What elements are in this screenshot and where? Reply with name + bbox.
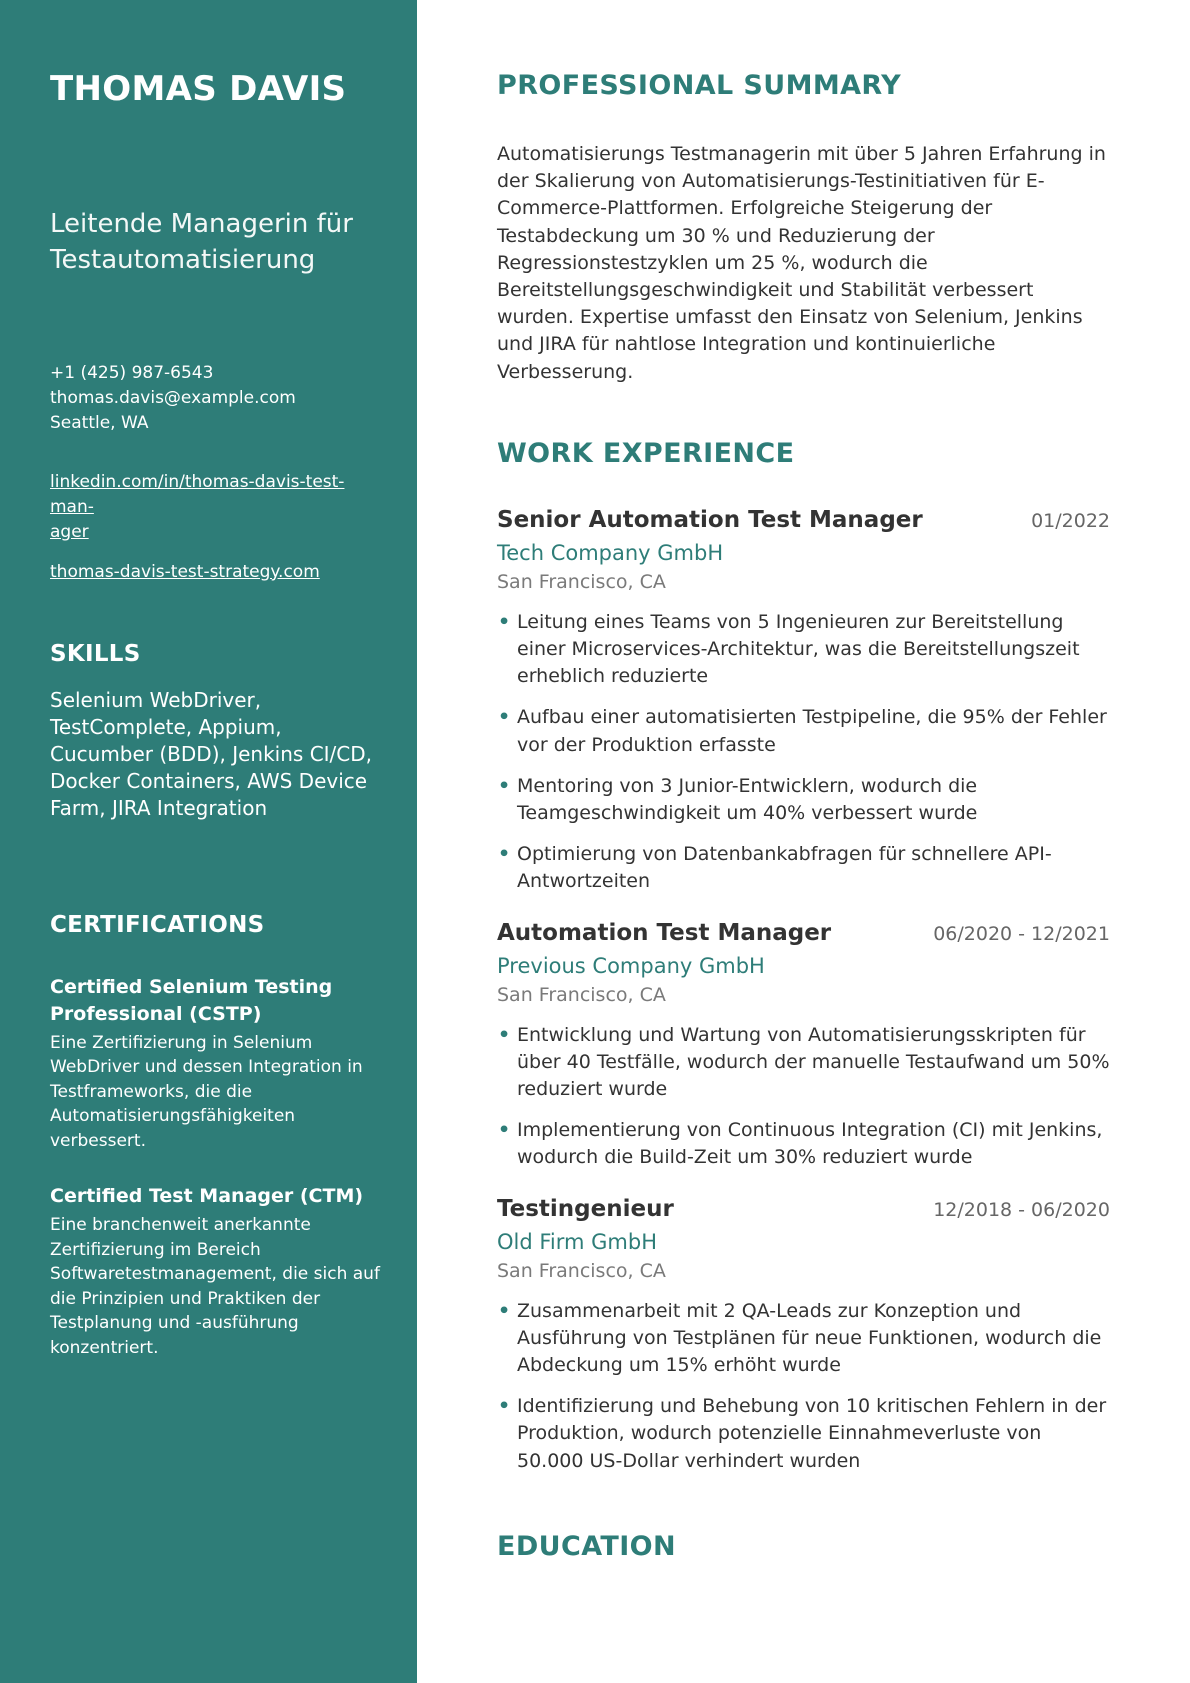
bullet-text: Optimierung von Datenbankabfragen für schnellere API-Antwortzeiten	[517, 843, 1052, 893]
bullet-text: Entwicklung und Wartung von Automatisierungsskripten für über 40 Testfälle, wodurch der manuelle Testaufwand um 50% reduziert wurde	[517, 1023, 1110, 1101]
bullet-icon: •	[498, 1395, 511, 1418]
profile-links	[50, 470, 387, 585]
skills-list: Selenium WebDriver, TestComplete, Appium, Cucumber (BDD), Jenkins CI/CD, Docker Containers, AWS Device Farm, JIRA Integration	[50, 687, 373, 820]
bullet-text: Aufbau einer automatisierten Testpipeline, die 95% der Fehler vor der Produktion erfasste	[517, 706, 1107, 756]
bullet-icon: •	[498, 610, 511, 633]
job-entry	[497, 920, 1110, 1172]
role-line-2: Testautomatisierung	[50, 244, 316, 275]
list-item	[497, 704, 1110, 758]
job-entry	[497, 1196, 1110, 1475]
certification-description: Eine Zertifizierung in Selenium WebDriver und dessen Integration in Testframeworks, die die Automatisierungsfähigkeiten verbessert.	[50, 1032, 363, 1151]
bullet-text: Leitung eines Teams von 5 Ingenieuren zur Bereitstellung einer Microservices-Architektur, was die Bereitstellungszeit erheblich reduzierte	[517, 610, 1080, 688]
certification-item	[50, 1183, 387, 1360]
certification-description: Eine branchenweit anerkannte Zertifizierung im Bereich Softwaretestmanagement, die sich auf die Prinzipien und Praktiken der Testplanung und -ausführung konzentriert.	[50, 1215, 380, 1358]
linkedin-link-line-1: linkedin.com/in/thomas-davis-test-man-	[50, 471, 345, 517]
list-item	[497, 1022, 1110, 1104]
list-item	[497, 1393, 1110, 1475]
location: Seattle, WA	[50, 412, 149, 433]
certification-item	[50, 974, 387, 1154]
job-header	[497, 920, 1110, 946]
candidate-name: THOMAS DAVIS	[50, 69, 347, 109]
bullet-icon: •	[498, 774, 511, 797]
linkedin-link-line-2: ager	[50, 521, 89, 542]
certifications-list	[50, 974, 387, 1361]
job-title: Automation Test Manager	[497, 919, 832, 946]
list-item	[497, 1117, 1110, 1171]
website-link[interactable]: thomas-davis-test-strategy.com	[50, 561, 320, 582]
summary-heading: PROFESSIONAL SUMMARY	[497, 70, 902, 101]
linkedin-link[interactable]	[50, 470, 387, 545]
company-name: Old Firm GmbH	[497, 1229, 658, 1254]
bullet-text: Identifizierung und Behebung von 10 kritischen Fehlern in der Produktion, wodurch potenzielle Einnahmeverluste von 50.000 US-Dollar verhindert wurden	[517, 1395, 1107, 1472]
certification-title: Certified Test Manager (CTM)	[50, 1185, 364, 1208]
list-item	[497, 773, 1110, 827]
certification-title: Certified Selenium Testing Professional (CSTP)	[50, 975, 333, 1025]
skills-heading: SKILLS	[50, 640, 141, 667]
list-item	[497, 1298, 1110, 1380]
bullet-icon: •	[498, 1023, 511, 1046]
job-date: 01/2022	[1031, 509, 1110, 532]
phone-number: +1 (425) 987-6543	[50, 362, 214, 383]
company-name: Tech Company GmbH	[497, 540, 724, 565]
bullet-icon: •	[498, 843, 511, 866]
bullet-text: Mentoring von 3 Junior-Entwicklern, wodurch die Teamgeschwindigkeit um 40% verbessert wurde	[517, 774, 978, 825]
job-location: San Francisco, CA	[497, 570, 666, 593]
work-experience-heading: WORK EXPERIENCE	[497, 437, 795, 469]
email-address: thomas.davis@example.com	[50, 387, 296, 408]
summary-text: Automatisierungs Testmanagerin mit über 5 Jahren Erfahrung in der Skalierung von Automatisierungs-Testinitiativen für E-Commerce-Plattformen. Erfolgreiche Steigerung der Testabdeckung um 30 % und Reduzierung der Regressionstestzyklen um 25 %, wodurch die Bereitstellungsgeschwindigkeit und Stabilität verbessert wurden. Expertise umfasst den Einsatz von Selenium, Jenkins und JIRA für nahtlose Integration und kontinuierliche Verbesserung.	[497, 143, 1106, 383]
candidate-role	[50, 207, 387, 279]
job-title: Testingenieur	[497, 1195, 674, 1222]
bullet-text: Implementierung von Continuous Integration (CI) mit Jenkins, wodurch die Build-Zeit um 30% reduziert wurde	[517, 1119, 1103, 1169]
job-list	[497, 507, 1110, 1475]
education-heading: EDUCATION	[497, 1530, 677, 1562]
job-date: 06/2020 - 12/2021	[933, 922, 1110, 945]
job-bullets	[497, 1298, 1110, 1475]
certifications-heading: CERTIFICATIONS	[50, 911, 265, 938]
sidebar	[0, 0, 417, 1683]
contact-info	[50, 361, 387, 436]
job-bullets	[497, 609, 1110, 896]
list-item	[497, 609, 1110, 691]
bullet-icon: •	[498, 1299, 511, 1322]
bullet-icon: •	[498, 1119, 511, 1142]
job-header	[497, 507, 1110, 533]
main-content	[417, 0, 1190, 1683]
job-header	[497, 1196, 1110, 1222]
job-date: 12/2018 - 06/2020	[933, 1198, 1110, 1221]
job-bullets	[497, 1022, 1110, 1172]
role-line-1: Leitende Managerin für	[50, 209, 353, 240]
list-item	[497, 841, 1110, 895]
job-title: Senior Automation Test Manager	[497, 506, 923, 533]
bullet-text: Zusammenarbeit mit 2 QA-Leads zur Konzeption und Ausführung von Testplänen für neue Funktionen, wodurch die Abdeckung um 15% erhöht wurde	[517, 1299, 1102, 1377]
bullet-icon: •	[498, 706, 511, 729]
company-name: Previous Company GmbH	[497, 953, 765, 978]
job-entry	[497, 507, 1110, 896]
job-location: San Francisco, CA	[497, 1259, 666, 1282]
job-location: San Francisco, CA	[497, 983, 666, 1006]
